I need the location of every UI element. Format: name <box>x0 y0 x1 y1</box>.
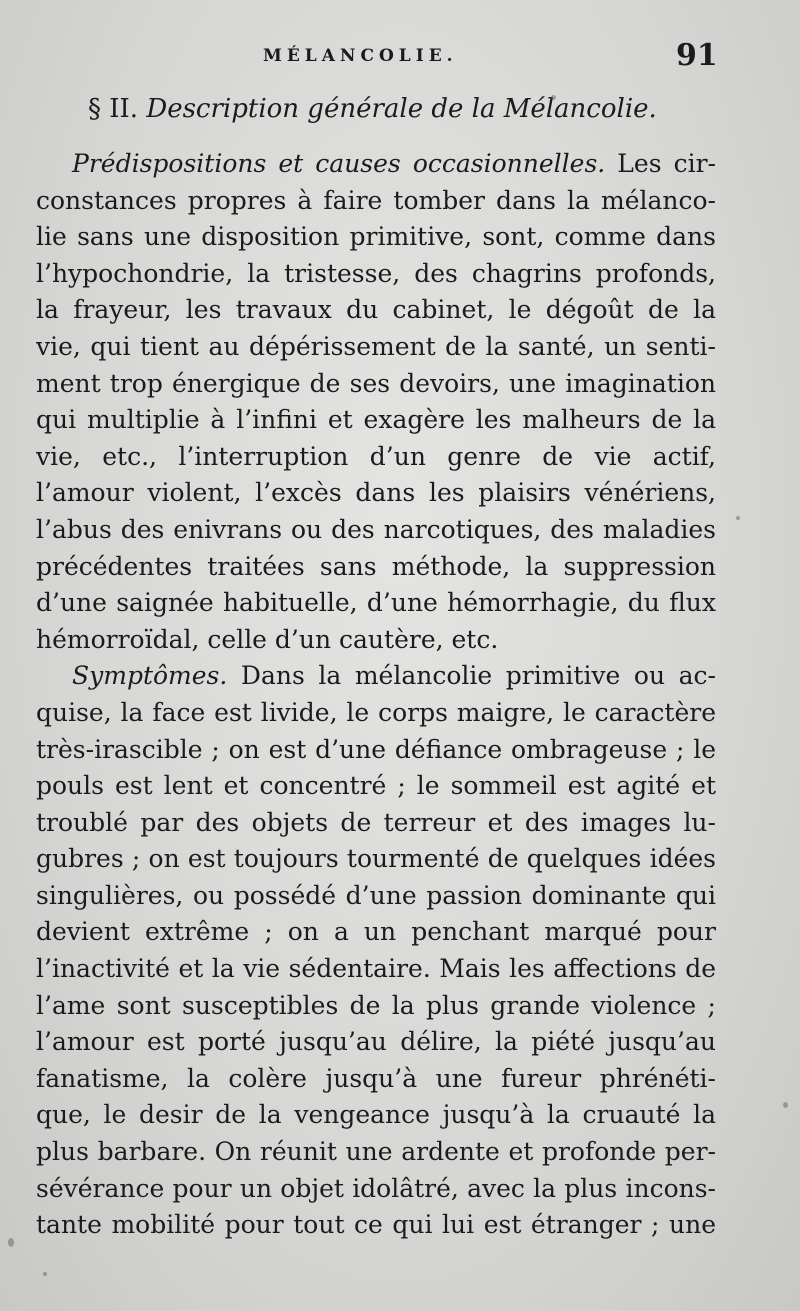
line-text: devient extrême ; on a un penchant marqué pour <box>36 917 716 947</box>
text-line <box>36 951 716 988</box>
line-text: l’amour est porté jusqu’au délire, la piété jusqu’au <box>36 1027 716 1057</box>
paper-speck <box>783 1102 788 1108</box>
text-line <box>36 256 716 293</box>
line-text: fanatisme, la colère jusqu’à une fureur phrénéti- <box>36 1063 716 1093</box>
text-line <box>36 805 716 842</box>
line-text: plus barbare. On réunit une ardente et profonde per- <box>36 1137 716 1167</box>
running-title: MÉLANCOLIE. <box>263 46 458 66</box>
text-line <box>36 622 716 659</box>
line-text: pouls est lent et concentré ; le sommeil est agité et <box>36 771 716 801</box>
line-text: l’hypochondrie, la tristesse, des chagrins profonds, <box>36 258 716 288</box>
text-line <box>36 988 716 1025</box>
line-text: singulières, ou possédé d’une passion dominante qui <box>36 880 716 910</box>
text-line <box>36 878 716 915</box>
text-line <box>36 1097 716 1134</box>
text-line <box>36 695 716 732</box>
text-line <box>36 475 716 512</box>
text-line <box>36 402 716 439</box>
line-text: troublé par des objets de terreur et des images lu- <box>36 807 716 837</box>
line-text: gubres ; on est toujours tourmenté de quelques idées <box>36 844 716 874</box>
line-text: l’amour violent, l’excès dans les plaisirs vénériens, <box>36 478 716 508</box>
text-line <box>36 439 716 476</box>
line-text: Les cir- <box>605 149 716 178</box>
paper-speck <box>8 1238 14 1247</box>
text-line <box>36 183 716 220</box>
line-text: Dans la mélancolie primitive ou ac- <box>227 661 716 691</box>
body-text <box>36 146 716 1244</box>
text-line <box>36 768 716 805</box>
line-text: sévérance pour un objet idolâtré, avec la plus incons- <box>36 1173 716 1203</box>
text-line <box>36 1061 716 1098</box>
line-text: très-irascible ; on est d’une défiance ombrageuse ; le <box>36 734 716 764</box>
text-line <box>36 549 716 586</box>
line-text: l’abus des enivrans ou des narcotiques, des maladies <box>36 514 716 544</box>
line-text: précédentes traitées sans méthode, la suppression <box>36 551 716 581</box>
line-text: l’ame sont susceptibles de la plus grande violence ; <box>36 990 716 1020</box>
section-number: § II. <box>88 94 139 124</box>
line-text: ment trop énergique de ses devoirs, une imagination <box>36 368 716 398</box>
page-header <box>0 40 800 80</box>
section-title: Description générale de la Mélancolie. <box>146 94 657 124</box>
text-line <box>36 914 716 951</box>
text-line <box>36 146 716 183</box>
paper-speck <box>43 1272 47 1276</box>
text-line <box>36 732 716 769</box>
paper-speck <box>736 516 740 520</box>
text-line <box>36 292 716 329</box>
section-heading <box>88 94 728 124</box>
line-text: constances propres à faire tomber dans la mélanco- <box>36 185 716 215</box>
text-line <box>36 1024 716 1061</box>
text-line <box>36 585 716 622</box>
line-text: hémorroïdal, celle d’un cautère, etc. <box>36 624 499 654</box>
text-line <box>36 366 716 403</box>
text-line <box>36 1134 716 1171</box>
line-text: lie sans une disposition primitive, sont, comme dans <box>36 222 716 252</box>
line-text: qui multiplie à l’infini et exagère les malheurs de la <box>36 405 716 435</box>
line-text: tante mobilité pour tout ce qui lui est étranger ; une <box>36 1210 716 1240</box>
text-line <box>36 219 716 256</box>
paragraph-lead: Symptômes. <box>72 661 228 691</box>
line-text: vie, etc., l’interruption d’un genre de vie actif, <box>36 441 716 471</box>
text-line <box>36 1171 716 1208</box>
text-line <box>36 512 716 549</box>
line-text: l’inactivité et la vie sédentaire. Mais les affections de <box>36 954 716 984</box>
paragraph-lead: Prédispositions et causes occasionnelles. <box>72 149 606 178</box>
paper-speck <box>551 95 556 100</box>
line-text: d’une saignée habituelle, d’une hémorrhagie, du flux <box>36 588 716 618</box>
text-line <box>36 841 716 878</box>
line-text: que, le desir de la vengeance jusqu’à la cruauté la <box>36 1100 716 1130</box>
line-text: quise, la face est livide, le corps maigre, le caractère <box>36 697 716 727</box>
line-text: la frayeur, les travaux du cabinet, le dégoût de la <box>36 295 716 325</box>
line-text: vie, qui tient au dépérissement de la santé, un senti- <box>36 331 716 361</box>
text-line <box>36 329 716 366</box>
page-number: 91 <box>676 38 718 73</box>
text-line <box>36 658 716 695</box>
text-line <box>36 1207 716 1244</box>
